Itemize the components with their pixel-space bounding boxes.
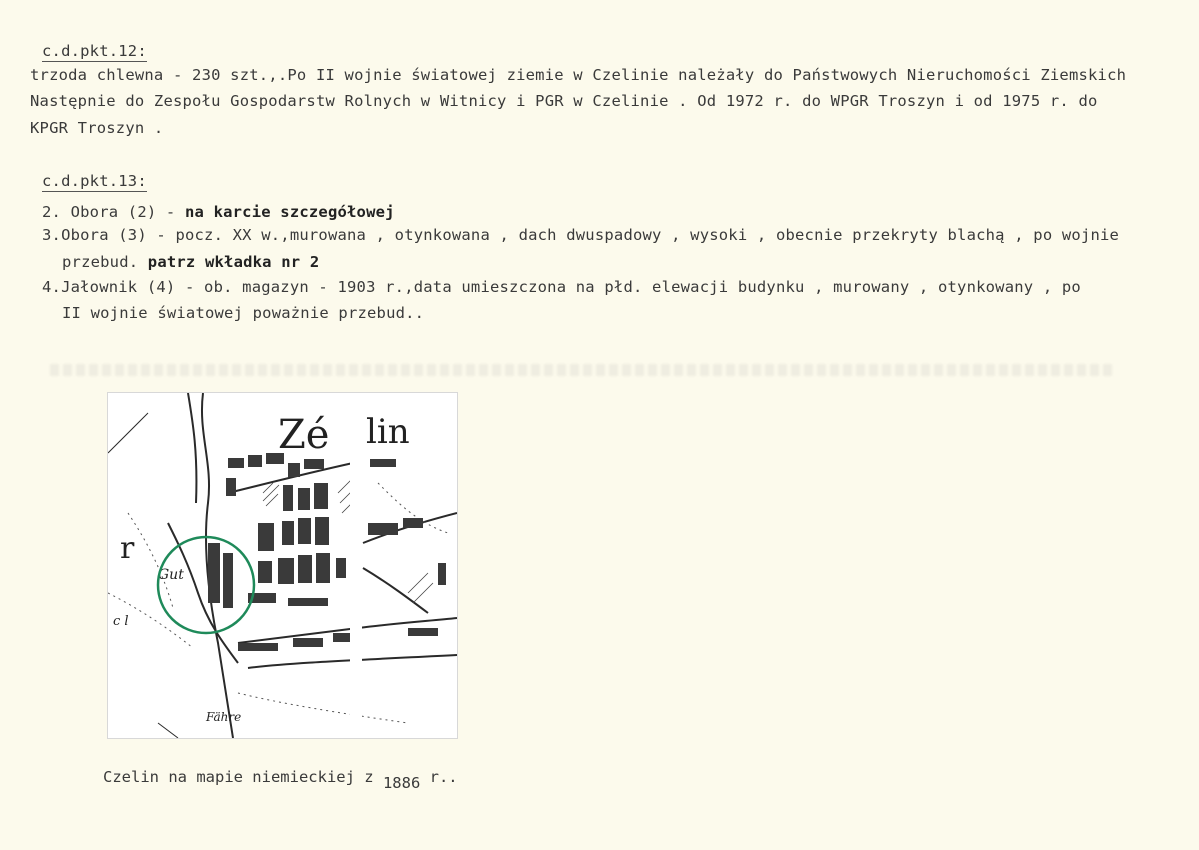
item-4-line-2: II wojnie światowej poważnie przebud.. [62,304,425,322]
pkt12-line-1: trzoda chlewna - 230 szt.,.Po II wojnie światowej ziemie w Czelinie należały do Państwowych Nieruchomości Ziemskich [30,66,1127,84]
item-3-text: przebud. [62,253,139,271]
section-heading-pkt13: c.d.pkt.13: [42,172,147,190]
item-4-line-1: 4.Jałownik (4) - ob. magazyn - 1903 r.,data umieszczona na płd. elewacji budynku , murowany , otynkowany , po [42,278,1081,296]
faded-text-bleed [50,364,1115,376]
caption-suffix: r.. [420,768,458,786]
map-label-cl: c l [113,614,129,629]
item-3-line-2 [62,253,319,271]
map-caption [103,768,458,792]
caption-text: Czelin na mapie niemieckiej z [103,768,383,786]
item-2-text: 2. Obora (2) - [42,203,185,221]
pkt12-line-2: Następnie do Zespołu Gospodarstw Rolnych w Witnicy i PGR w Czelinie . Od 1972 r. do WPGR Troszyn i od 1975 r. do [30,92,1098,110]
map-label-title-left: Zé [278,412,330,458]
item-2-note: na karcie szczegółowej [184,203,395,221]
map-label-title-right: lin [366,412,410,452]
section-heading-pkt12: c.d.pkt.12: [42,42,147,60]
historic-map-image [107,392,458,739]
map-label-gut: Gut [158,567,184,583]
pkt12-line-3: KPGR Troszyn . [30,119,164,137]
map-label-r: r [120,531,135,566]
item-3-note: patrz wkładka nr 2 [138,253,320,271]
item-3-line-1: 3.Obora (3) - pocz. XX w.,murowana , otynkowana , dach dwuspadowy , wysoki , obecnie przekryty blachą , po wojnie [42,226,1120,244]
map-label-fahre: Fähre [206,710,242,724]
caption-year: 1886 [382,774,421,792]
item-2 [42,203,395,221]
